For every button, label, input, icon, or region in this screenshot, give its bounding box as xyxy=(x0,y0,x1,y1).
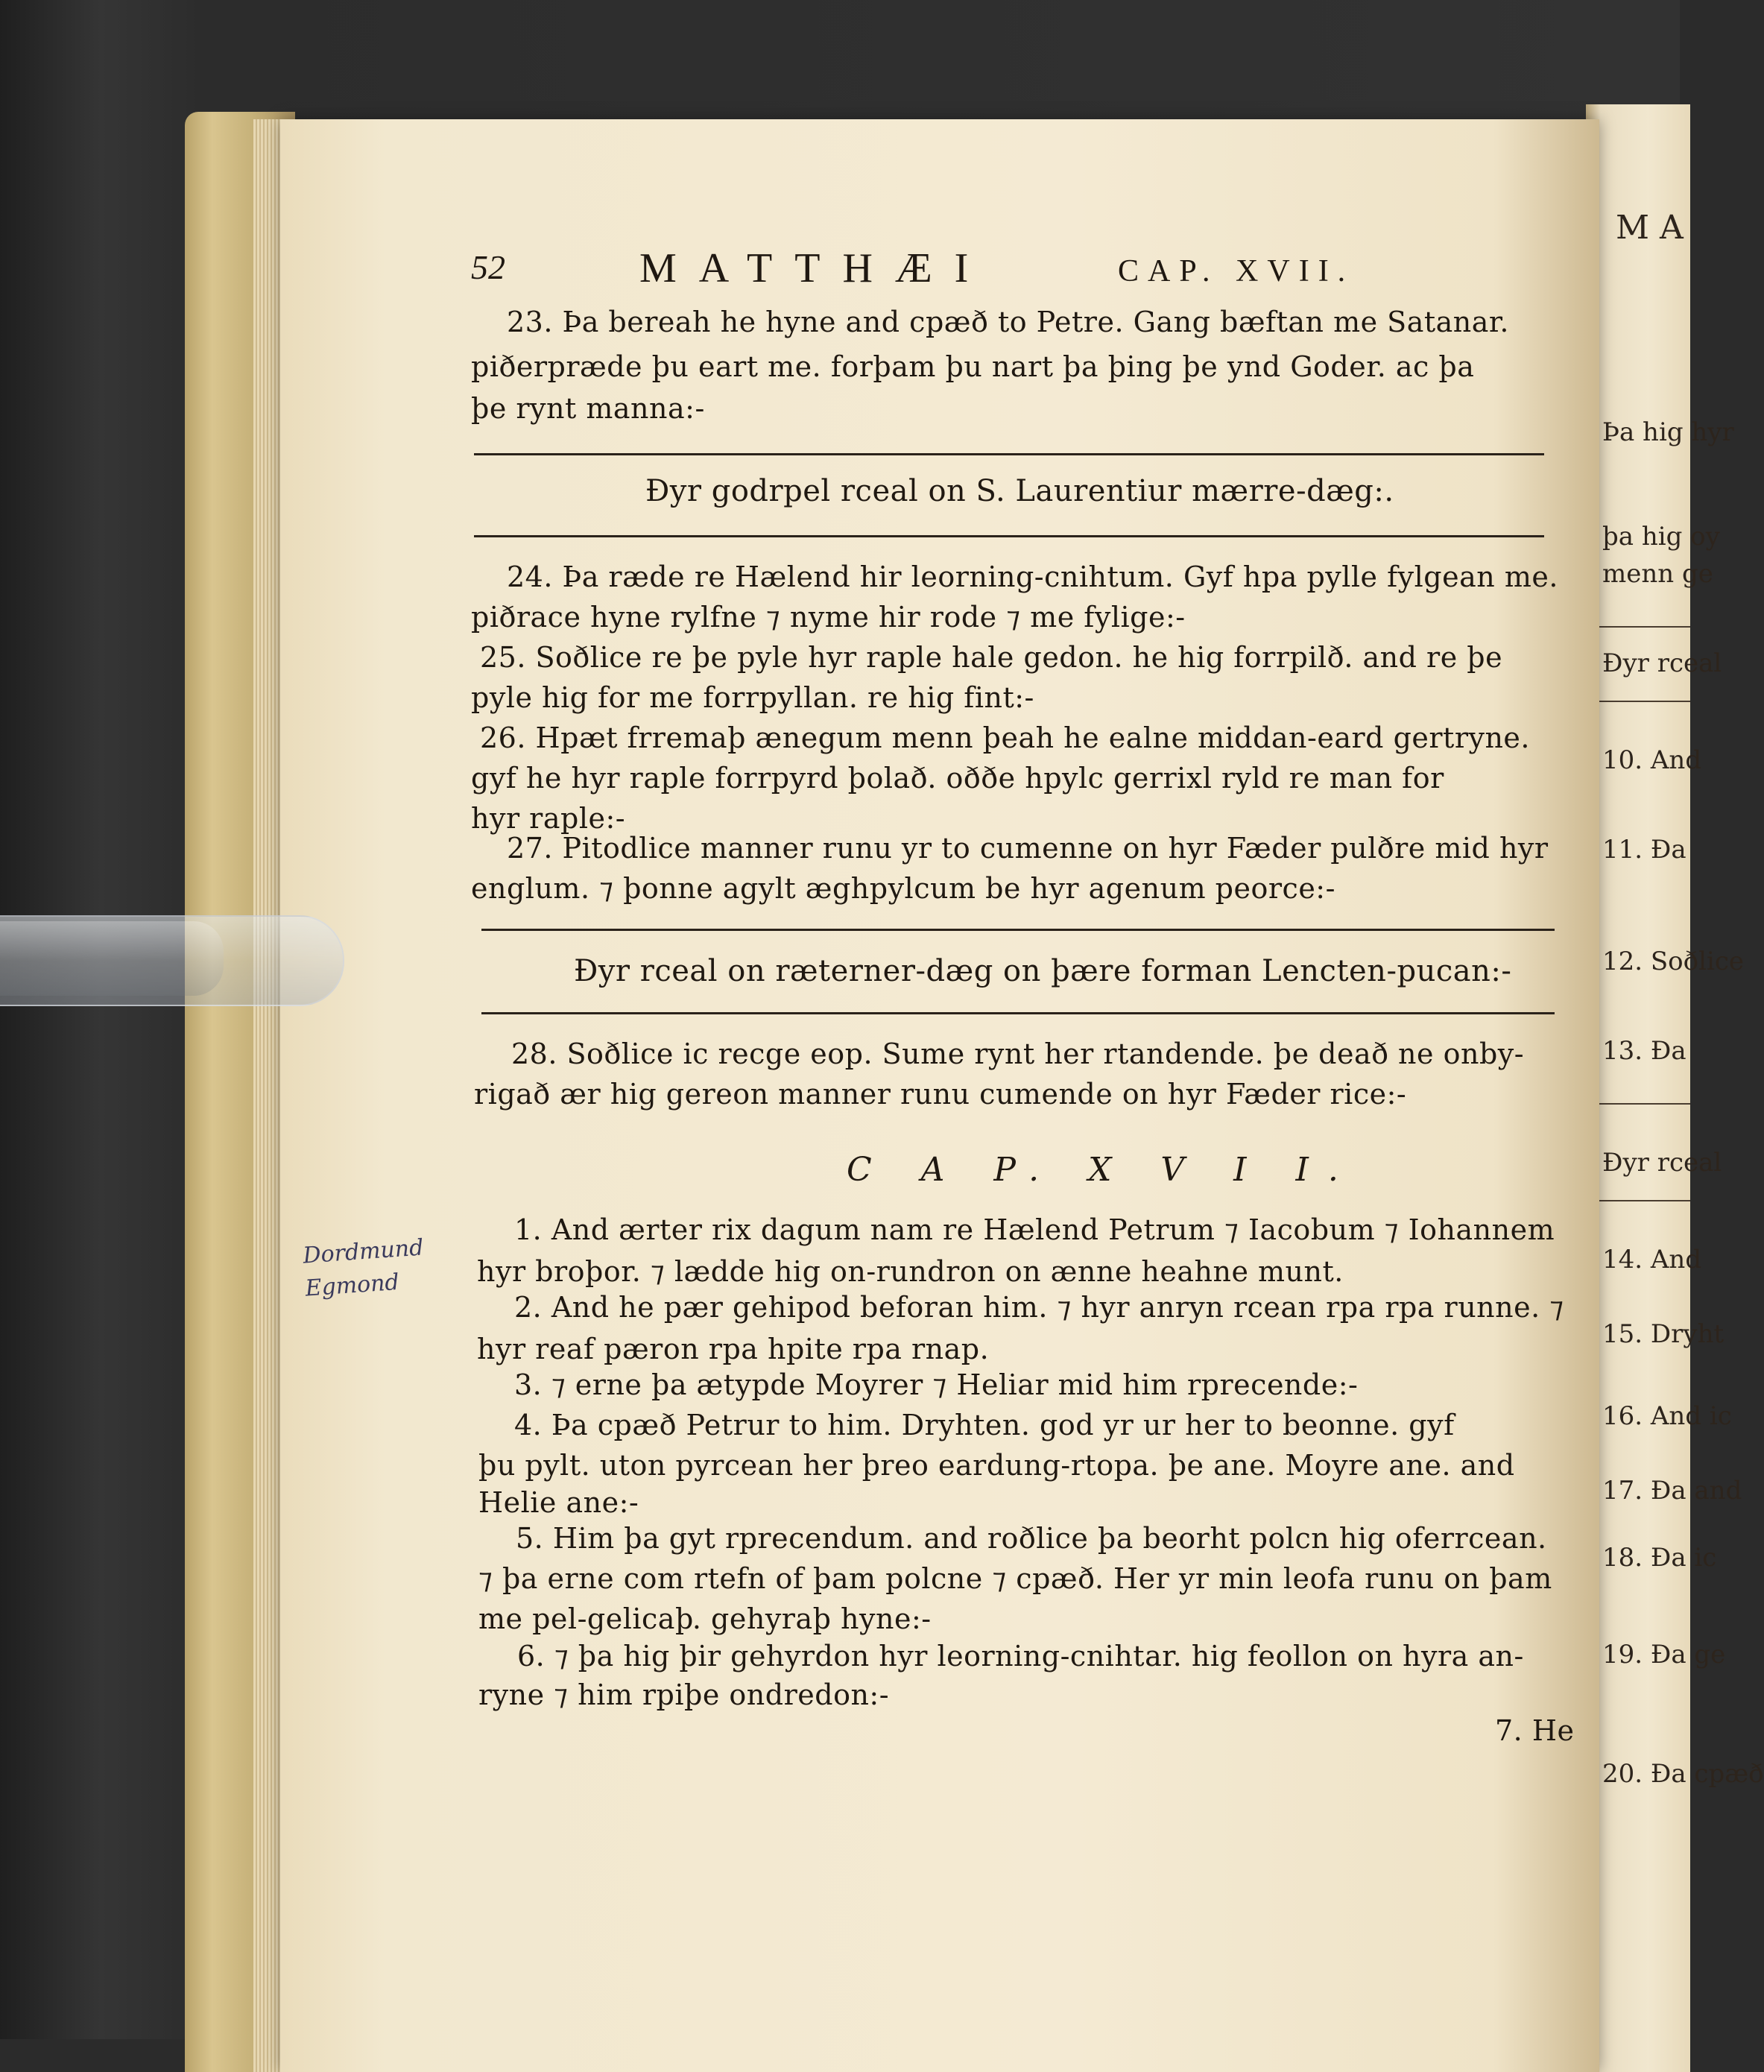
handwritten-marginal-note xyxy=(302,1231,427,1305)
text-line: piðerpræde þu eart me. forþam þu nart þa þing þe ynd Goder. ac þa xyxy=(471,350,1475,383)
page-number: 52 xyxy=(471,248,505,286)
text-line: ⁊ þa erne com rtefn of þam polcne ⁊ cpæð. Her yr min leofa runu on þam xyxy=(478,1562,1552,1595)
text-line: 6. ⁊ þa hig þir gehyrdon hyr leorning-cnihtar. hig feollon on hyra an- xyxy=(517,1640,1524,1673)
facing-page-fragment: 13. Ða xyxy=(1602,1036,1686,1066)
facing-page-rule xyxy=(1593,626,1690,628)
text-line: 2. And he pær gehipod beforan him. ⁊ hyr anryn rcean rpa rpa runne. ⁊ xyxy=(514,1291,1564,1324)
section-rule xyxy=(481,929,1555,931)
facing-page-fragment: 20. Ða cpæð xyxy=(1602,1759,1764,1789)
text-line: 5. Him þa gyt rprecendum. and roðlice þa beorht polcn hig oferrcean. xyxy=(516,1522,1547,1555)
facing-page-fragment: 12. Soðlice xyxy=(1602,947,1745,976)
facing-page-fragment: 16. And ic xyxy=(1602,1401,1732,1431)
text-line: þu pylt. uton pyrcean her þreo eardung-rtopa. þe ane. Moyre ane. and xyxy=(478,1449,1515,1482)
running-title: MATTHÆI xyxy=(639,245,991,291)
marginal-note-line: Dordmund xyxy=(302,1234,425,1269)
section-heading: Ðyr godrpel rceal on S. Laurentiur mærre-dæg:. xyxy=(645,474,1394,508)
text-line: hyr raple:- xyxy=(471,802,626,835)
facing-page-fragment: Ðyr rceal xyxy=(1602,1148,1722,1178)
facing-page-fragment: 19. Ða ge xyxy=(1602,1640,1726,1670)
text-line: 28. Soðlice ic recge eop. Sume rynt her rtandende. þe deað ne onby- xyxy=(511,1037,1525,1070)
section-rule xyxy=(481,1012,1555,1014)
text-line: me pel-gelicaþ. gehyraþ hyne:- xyxy=(478,1602,932,1635)
chapter-heading: C A P. X V I I. xyxy=(847,1151,1358,1189)
catchword: 7. He xyxy=(1495,1714,1575,1747)
text-line: 24. Þa ræde re Hælend hir leorning-cnihtum. Gyf hpa pylle fylgean me. xyxy=(507,560,1558,593)
facing-page-rule xyxy=(1593,701,1690,702)
running-chapter: CAP. XVII. xyxy=(1118,254,1355,288)
facing-page xyxy=(1586,104,1764,2072)
marginal-note-line: Egmond xyxy=(304,1269,400,1302)
text-line: 4. Þa cpæð Petrur to him. Dryhten. god yr ur her to beonne. gyf xyxy=(514,1409,1455,1441)
facing-page-fragment: þa hig oy xyxy=(1602,522,1720,552)
facing-page-fragment: 15. Dryht xyxy=(1602,1319,1725,1349)
text-line: 25. Soðlice re þe pyle hyr raple hale gedon. he hig forrpilð. and re þe xyxy=(480,641,1503,674)
facing-page-fragment: menn ge xyxy=(1602,559,1713,589)
section-rule xyxy=(474,453,1544,455)
text-line: 23. Þa bereah he hyne and cpæð to Petre. Gang bæftan me Satanar. xyxy=(507,306,1509,338)
text-line: rigað ær hig gereon manner runu cumende on hyr Fæder rice:- xyxy=(474,1078,1407,1111)
text-line: gyf he hyr raple forrpyrd þolað. oððe hpylc gerrixl ryld re man for xyxy=(471,762,1444,795)
facing-page-fragment: 17. Ða and xyxy=(1602,1476,1742,1506)
facing-page-fragment: Þa hig hyr xyxy=(1602,417,1734,447)
facing-page-fragment: Ðyr rceal xyxy=(1602,648,1722,678)
text-line: 27. Pitodlice manner runu yr to cumenne on hyr Fæder pulðre mid hyr xyxy=(507,832,1549,865)
text-line: þe rynt manna:- xyxy=(471,392,705,425)
text-line: piðrace hyne rylfne ⁊ nyme hir rode ⁊ me fylige:- xyxy=(471,601,1186,634)
text-line: pyle hig for me forrpyllan. re hig fint:- xyxy=(471,681,1034,714)
page-edges xyxy=(253,119,283,2072)
text-line: 1. And ærter rix dagum nam re Hælend Petrum ⁊ Iacobum ⁊ Iohannem xyxy=(514,1213,1555,1246)
facing-page-fragment: 14. And xyxy=(1602,1245,1702,1275)
text-line: englum. ⁊ þonne agylt æghpylcum be hyr agenum peorce:- xyxy=(471,872,1335,905)
facing-page-fragment: 10. And xyxy=(1602,745,1702,775)
text-line: 3. ⁊ erne þa ætypde Moyrer ⁊ Heliar mid him rprecende:- xyxy=(514,1368,1359,1401)
page-holder-highlight xyxy=(0,921,224,996)
text-line: Helie ane:- xyxy=(478,1486,639,1519)
text-line: ryne ⁊ him rpiþe ondredon:- xyxy=(478,1678,890,1711)
facing-page-fragment: 18. Ða ic xyxy=(1602,1543,1717,1573)
text-line: hyr reaf pæron rpa hpite rpa rnap. xyxy=(477,1333,990,1365)
section-rule xyxy=(474,535,1544,537)
facing-page-rule xyxy=(1593,1200,1690,1201)
facing-page-rule xyxy=(1593,1103,1690,1105)
text-line: hyr broþor. ⁊ lædde hig on-rundron on ænne heahne munt. xyxy=(477,1255,1344,1288)
section-heading: Ðyr rceal on ræterner-dæg on þære forman Lencten-pucan:- xyxy=(574,954,1512,988)
text-line: 26. Hpæt frremaþ ænegum menn þeah he ealne middan-eard gertryne. xyxy=(480,721,1530,754)
facing-page-fragment: M A xyxy=(1616,209,1684,247)
facing-page-fragment: 11. Ða xyxy=(1602,835,1686,865)
